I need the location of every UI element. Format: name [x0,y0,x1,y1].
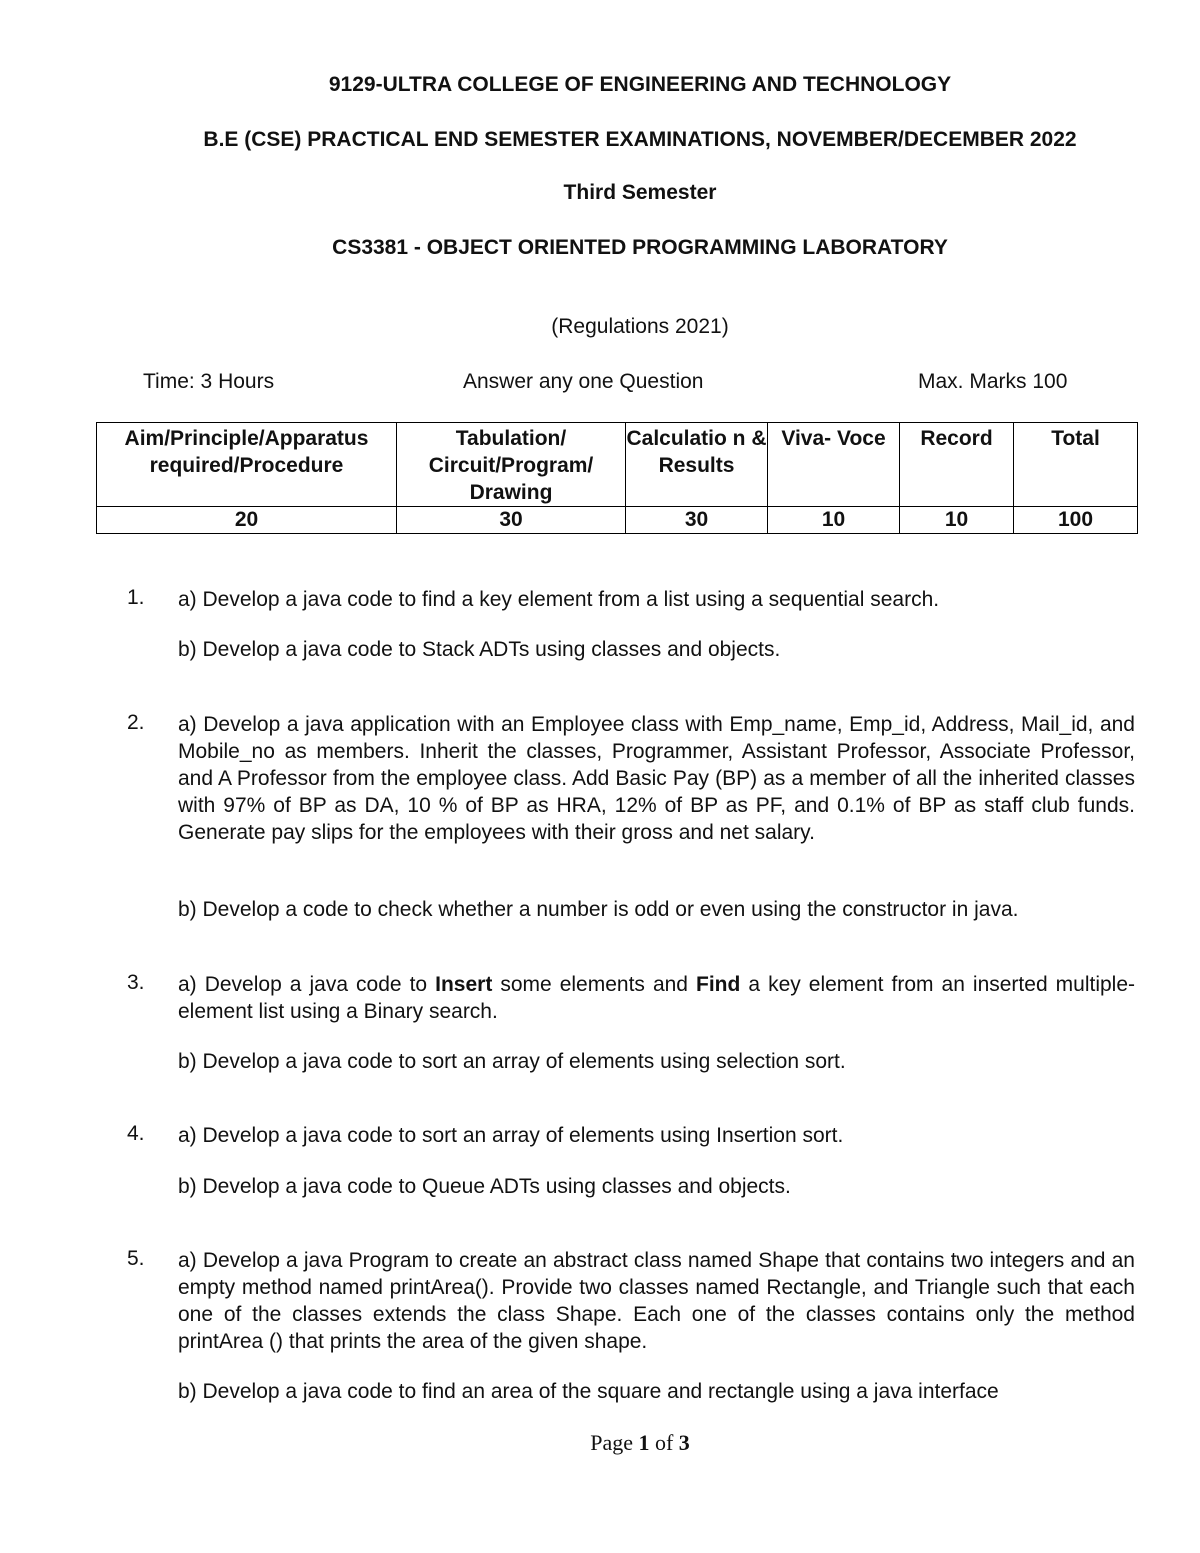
marks-values-row [97,507,1138,534]
question-number: 1. [127,586,145,609]
question-part-a [178,971,1135,1025]
value-cell: 10 [768,507,900,534]
question-part-b: b) Develop a code to check whether a number is odd or even using the constructor in java. [178,898,1019,921]
text-run: some elements and [492,973,697,996]
value-cell: 30 [626,507,768,534]
header-cell: Record [900,423,1014,507]
question-number: 3. [127,971,145,994]
bold-keyword: Insert [435,973,493,996]
header-cell: Viva- Voce [768,423,900,507]
question-part-a: a) Develop a java Program to create an abstract class named Shape that contains two integers and an empty method named printArea(). Provide two classes named Rectangle, and Triangle such that each one of the classes extends the class Shape. Each one of the classes contains only the method printArea () that prints the area of the given shape. [178,1249,1135,1353]
of-label: of [654,1430,674,1455]
header-cell: Total [1014,423,1138,507]
max-marks: Max. Marks 100 [918,370,1068,393]
page-footer [0,1430,1200,1456]
question-part-b: b) Develop a java code to sort an array of elements using selection sort. [178,1050,846,1073]
header-cell: Tabulation/ Circuit/Program/ Drawing [397,423,626,507]
question-part-b: b) Develop a java code to Stack ADTs using classes and objects. [178,638,781,661]
regulations: (Regulations 2021) [551,315,729,338]
question-part-b: b) Develop a java code to find an area of the square and rectangle using a java interface [178,1380,999,1403]
marks-header-row [97,423,1138,507]
value-cell: 100 [1014,507,1138,534]
semester: Third Semester [563,181,717,204]
marks-table [96,422,1138,534]
question-part-a: a) Develop a java code to find a key element from a list using a sequential search. [178,588,940,611]
course-title: CS3381 - OBJECT ORIENTED PROGRAMMING LABORATORY [332,236,948,259]
college-name: 9129-ULTRA COLLEGE OF ENGINEERING AND TECHNOLOGY [328,73,952,96]
text-run: a) Develop a java code to [178,973,436,996]
question-number: 2. [127,711,145,734]
question-part-a: a) Develop a java application with an Employee class with Emp_name, Emp_id, Address, Mail_id, and Mobile_no as members. Inherit the classes, Programmer, Assistant Professor, Associate Professor, and A Professor from the employee class. Add Basic Pay (BP) as a member of all the inherited classes with 97% of BP as DA, 10 % of BP as HRA, 12% of BP as PF, and 0.1% of BP as staff club funds. Generate pay slips for the employees with their gross and net salary. [178,713,1135,844]
bold-keyword: Find [696,973,741,996]
value-cell: 30 [397,507,626,534]
exam-time: Time: 3 Hours [143,370,275,393]
page-label: Page [590,1430,633,1455]
question-part-a: a) Develop a java code to sort an array of elements using Insertion sort. [178,1124,844,1147]
exam-instruction: Answer any one Question [463,370,704,393]
value-cell: 10 [900,507,1014,534]
page-total: 3 [678,1430,690,1455]
value-cell: 20 [97,507,397,534]
page-number: 1 [638,1430,650,1455]
question-number: 4. [127,1122,145,1145]
header-cell: Calculatio n & Results [626,423,768,507]
question-part-b: b) Develop a java code to Queue ADTs using classes and objects. [178,1175,791,1198]
exam-title: B.E (CSE) PRACTICAL END SEMESTER EXAMINATIONS, NOVEMBER/DECEMBER 2022 [203,128,1077,151]
header-cell: Aim/Principle/Apparatus required/Procedure [97,423,397,507]
question-number: 5. [127,1247,145,1270]
text-run: a key element from an inserted multiple-element list using a Binary search. [178,973,1136,1023]
